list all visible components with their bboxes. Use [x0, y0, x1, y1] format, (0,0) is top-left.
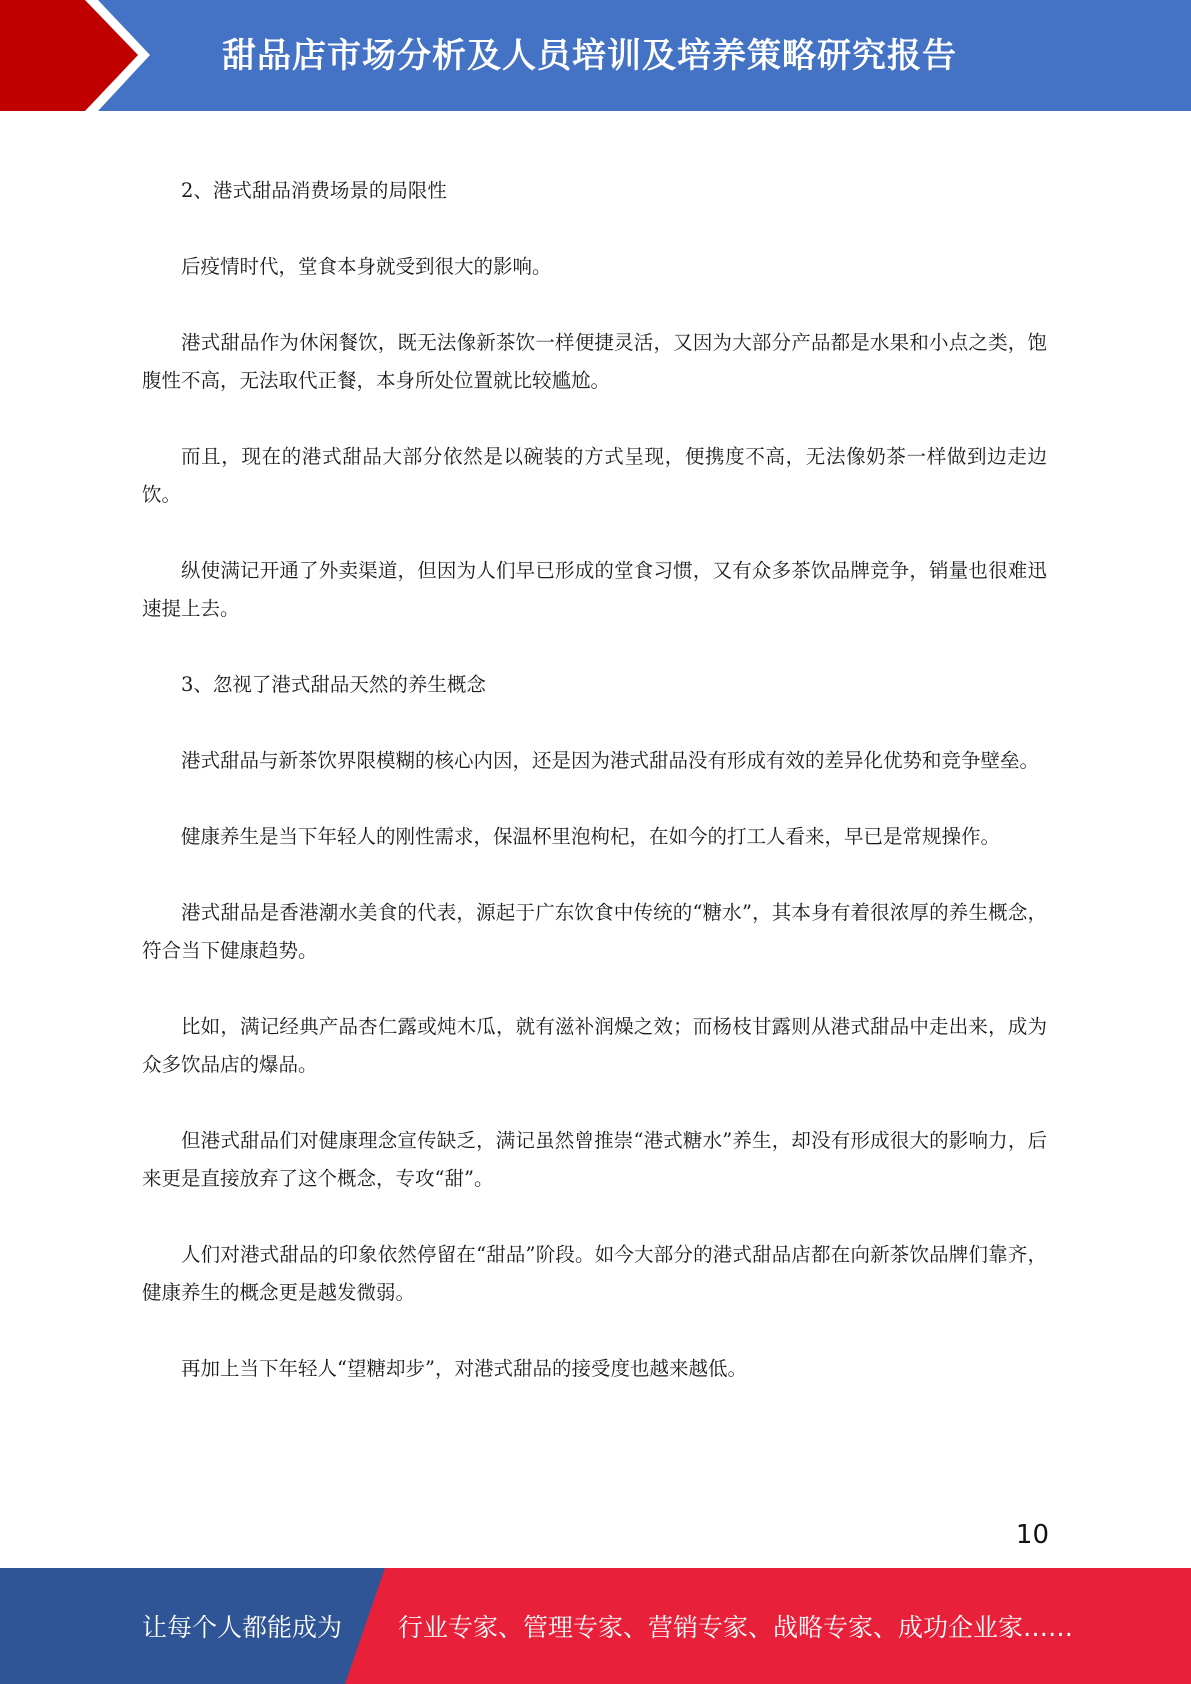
report-body — [142, 172, 1047, 1426]
paragraph: 人们对港式甜品的印象依然停留在“甜品”阶段。如今大部分的港式甜品店都在向新茶饮品牌们靠齐，健康养生的概念更是越发微弱。 — [142, 1243, 1047, 1304]
section-heading-3: 3、忽视了港式甜品天然的养生概念 — [181, 673, 486, 696]
paragraph: 而且，现在的港式甜品大部分依然是以碗装的方式呈现，便携度不高，无法像奶茶一样做到边走边饮。 — [142, 445, 1047, 506]
paragraph: 纵使满记开通了外卖渠道，但因为人们早已形成的堂食习惯，又有众多茶饮品牌竞争，销量也很难迅速提上去。 — [142, 559, 1047, 620]
paragraph: 港式甜品是香港潮水美食的代表，源起于广东饮食中传统的“糖水”，其本身有着很浓厚的养生概念，符合当下健康趋势。 — [142, 901, 1047, 962]
paragraph: 港式甜品与新茶饮界限模糊的核心内因，还是因为港式甜品没有形成有效的差异化优势和竞争壁垒。 — [181, 749, 1040, 772]
page-footer — [0, 1568, 1191, 1684]
paragraph: 港式甜品作为休闲餐饮，既无法像新茶饮一样便捷灵活，又因为大部分产品都是水果和小点之类，饱腹性不高，无法取代正餐，本身所处位置就比较尴尬。 — [142, 331, 1047, 392]
document-title: 甜品店市场分析及人员培训及培养策略研究报告 — [222, 36, 957, 76]
paragraph: 健康养生是当下年轻人的刚性需求，保温杯里泡枸杞，在如今的打工人看来，早已是常规操作。 — [181, 825, 1001, 848]
footer-slogan-right: 行业专家、管理专家、营销专家、战略专家、成功企业家…… — [398, 1613, 1074, 1642]
page-number: 10 — [1015, 1520, 1049, 1550]
section-heading-2: 2、港式甜品消费场景的局限性 — [181, 179, 447, 202]
paragraph: 但港式甜品们对健康理念宣传缺乏，满记虽然曾推崇“港式糖水”养生，却没有形成很大的影响力，后来更是直接放弃了这个概念，专攻“甜”。 — [142, 1129, 1047, 1190]
paragraph: 后疫情时代，堂食本身就受到很大的影响。 — [181, 255, 552, 278]
page-header — [0, 0, 1191, 111]
footer-slogan-left: 让每个人都能成为 — [142, 1613, 343, 1642]
paragraph: 比如，满记经典产品杏仁露或炖木瓜，就有滋补润燥之效；而杨枝甘露则从港式甜品中走出来，成为众多饮品店的爆品。 — [142, 1015, 1047, 1076]
paragraph: 再加上当下年轻人“望糖却步”，对港式甜品的接受度也越来越低。 — [181, 1357, 747, 1380]
